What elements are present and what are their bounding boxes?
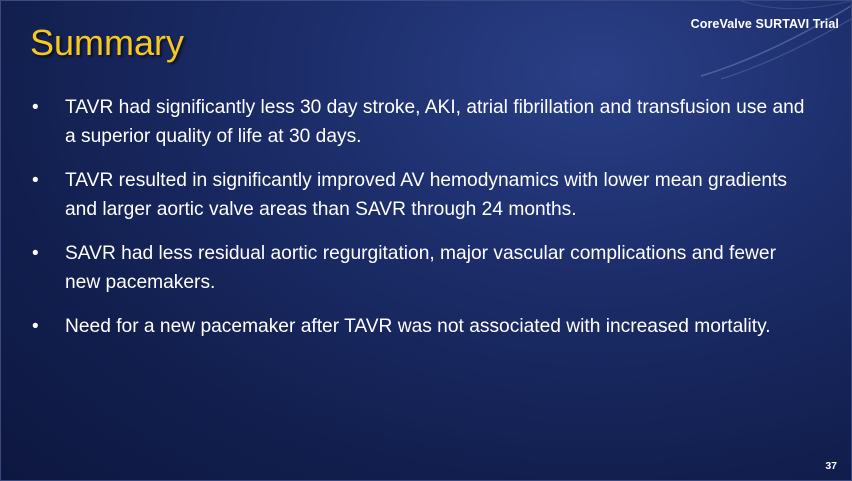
page-number: 37 [825,460,837,472]
bullet-text: Need for a new pacemaker after TAVR was not associated with increased mortality. [65,316,771,337]
bullet-text: SAVR had less residual aortic regurgitation, major vascular complications and fewer new pacemakers. [65,243,776,293]
bullet-item [32,239,812,297]
bullet-marker: • [32,316,39,337]
bullet-text: TAVR had significantly less 30 day stroke, AKI, atrial fibrillation and transfusion use and a superior quality of life at 30 days. [65,97,805,147]
trial-brand-label: CoreValve SURTAVI Trial [690,17,839,31]
summary-bullet-list [32,93,812,356]
bullet-marker: • [32,243,39,264]
slide-title: Summary [30,22,185,63]
bullet-marker: • [32,97,39,118]
bullet-marker: • [32,170,39,191]
bullet-item [32,166,812,224]
bullet-item [32,93,812,151]
bullet-item [32,312,812,341]
brand-swoosh-graphic [551,1,851,81]
bullet-text: TAVR resulted in significantly improved AV hemodynamics with lower mean gradients and larger aortic valve areas than SAVR through 24 months. [65,170,787,220]
